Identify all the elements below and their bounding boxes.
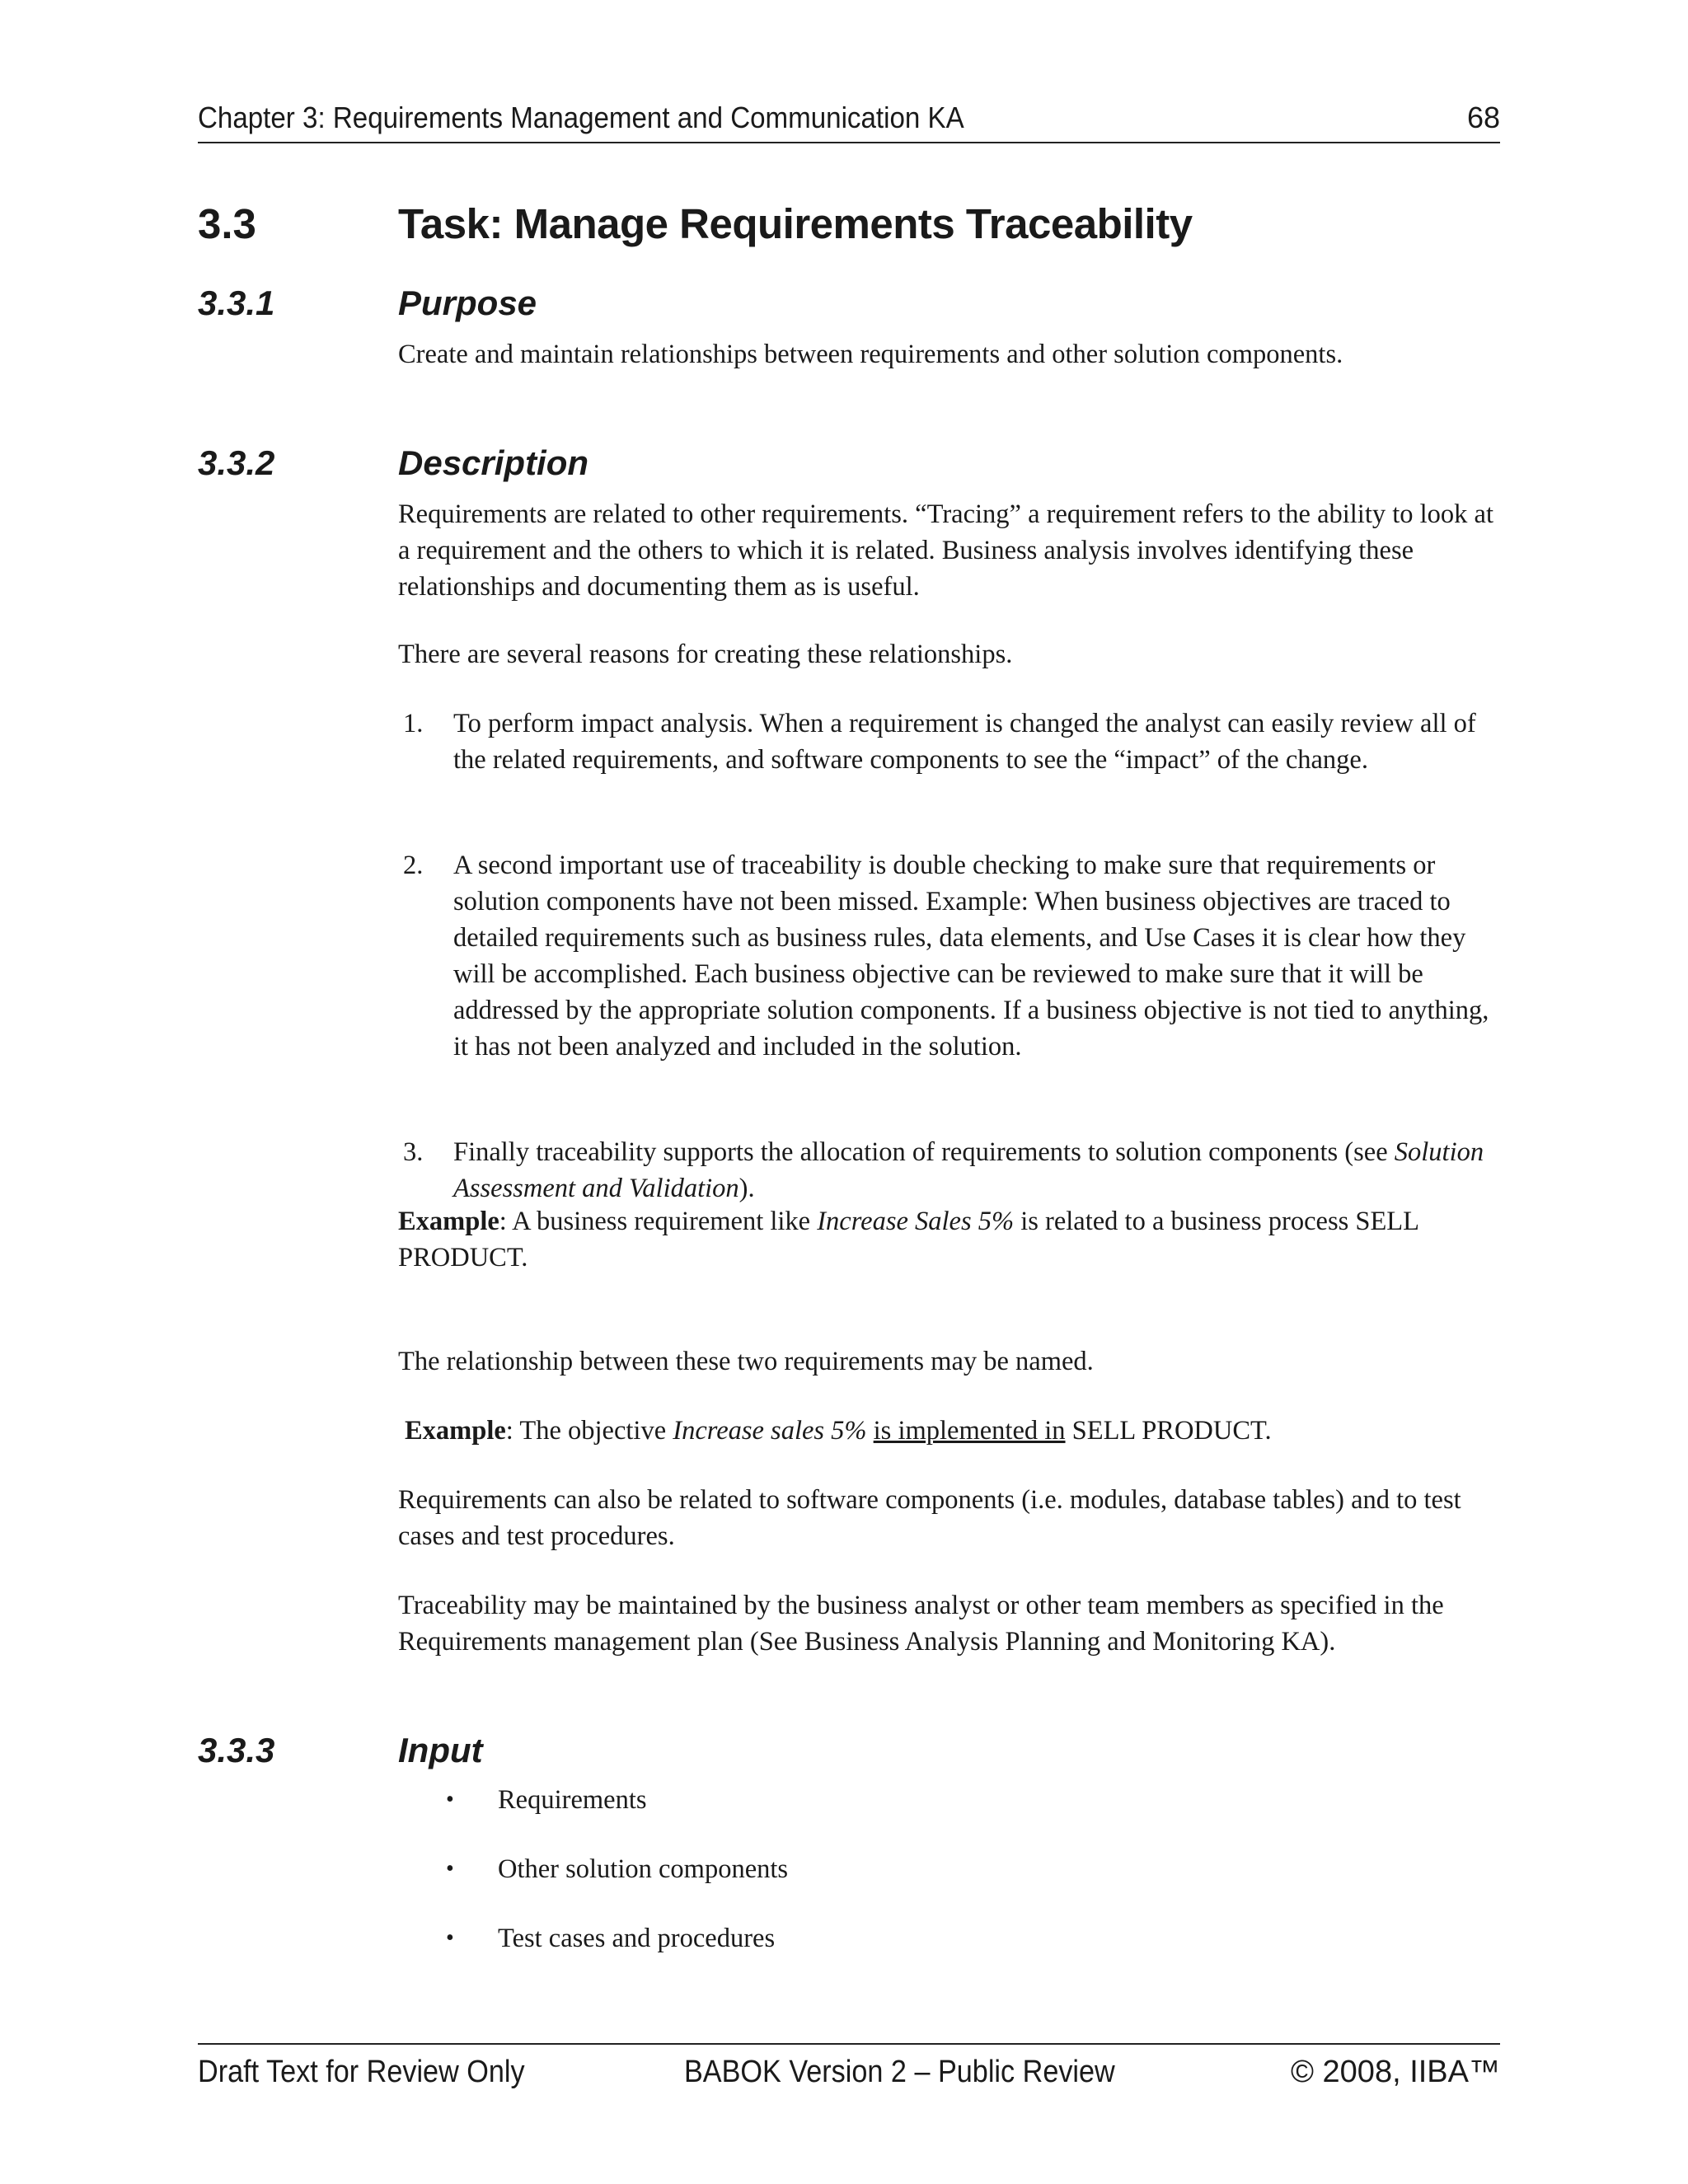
list-text: Test cases and procedures	[498, 1924, 776, 1953]
example-label: Example	[398, 1207, 499, 1236]
example-1: Example: A business requirement like Increase Sales 5% is related to a business process SELL PRODUCT.	[398, 1207, 1418, 1272]
list-number: 2.	[403, 851, 424, 880]
example-label: Example	[405, 1416, 506, 1446]
list-number: 3.	[403, 1137, 424, 1167]
purpose-number: 3.3.1	[198, 284, 275, 322]
footer-draft-note: Draft Text for Review Only	[198, 2055, 525, 2089]
list-text: Requirements	[498, 1785, 647, 1815]
section-title: Task: Manage Requirements Traceability	[398, 200, 1193, 247]
naming-text: The relationship between these two requirements may be named.	[398, 1347, 1094, 1376]
purpose-title: Purpose	[398, 284, 537, 322]
footer-copyright: © 2008, IIBA™	[1290, 2055, 1500, 2089]
reasons-lead: There are several reasons for creating these relationships.	[398, 640, 1013, 669]
description-intro: Requirements are related to other requirements. “Tracing” a requirement refers to the ability to look at a requirement and the others to which it is related. Business analysis involves identifying these relationships and documenting them as is useful.	[398, 499, 1494, 602]
chapter-title: Chapter 3: Requirements Management and Communication KA	[198, 101, 964, 134]
page-footer	[198, 2043, 1500, 2094]
bullet: •	[446, 1856, 454, 1882]
example-2: Example: The objective Increase sales 5% is implemented in SELL PRODUCT.	[405, 1416, 1272, 1446]
bullet: •	[446, 1925, 454, 1951]
cross-reference: Solution Assessment and Validation	[453, 1137, 1484, 1203]
input-title: Input	[398, 1731, 483, 1769]
list-number: 1.	[403, 709, 424, 738]
list-text: Finally traceability supports the allocation of requirements to solution components (see Solution Assessment and Validation).	[453, 1137, 1484, 1203]
description-title: Description	[398, 443, 589, 482]
software-text: Requirements can also be related to software components (i.e. modules, database tables) and to test cases and test procedures.	[398, 1485, 1461, 1551]
list-text: A second important use of traceability is double checking to make sure that requirements or solution components have not been missed. Example: When business objectives are traced to detailed requirements such as business rules, data elements, and Use Cases it is clear how they will be accomplished. Each business objective can be reviewed to make sure that it will be addressed by the appropriate solution components. If a business objective is not tied to anything, it has not been analyzed and included in the solution.	[453, 851, 1489, 1062]
page-header	[198, 97, 1500, 143]
footer-version: BABOK Version 2 – Public Review	[684, 2055, 1115, 2089]
section-number: 3.3	[198, 200, 256, 247]
description-number: 3.3.2	[198, 443, 275, 482]
maintained-text: Traceability may be maintained by the business analyst or other team members as specified in the Requirements management plan (See Business Analysis Planning and Monitoring KA).	[398, 1591, 1444, 1657]
input-number: 3.3.3	[198, 1731, 275, 1769]
page-number: 68	[1466, 101, 1500, 134]
bullet: •	[446, 1787, 454, 1812]
list-text: Other solution components	[498, 1854, 789, 1884]
purpose-text: Create and maintain relationships between requirements and other solution components.	[398, 340, 1343, 369]
list-text: To perform impact analysis. When a requirement is changed the analyst can easily review all of the related requirements, and software components to see the “impact” of the change.	[453, 709, 1476, 775]
